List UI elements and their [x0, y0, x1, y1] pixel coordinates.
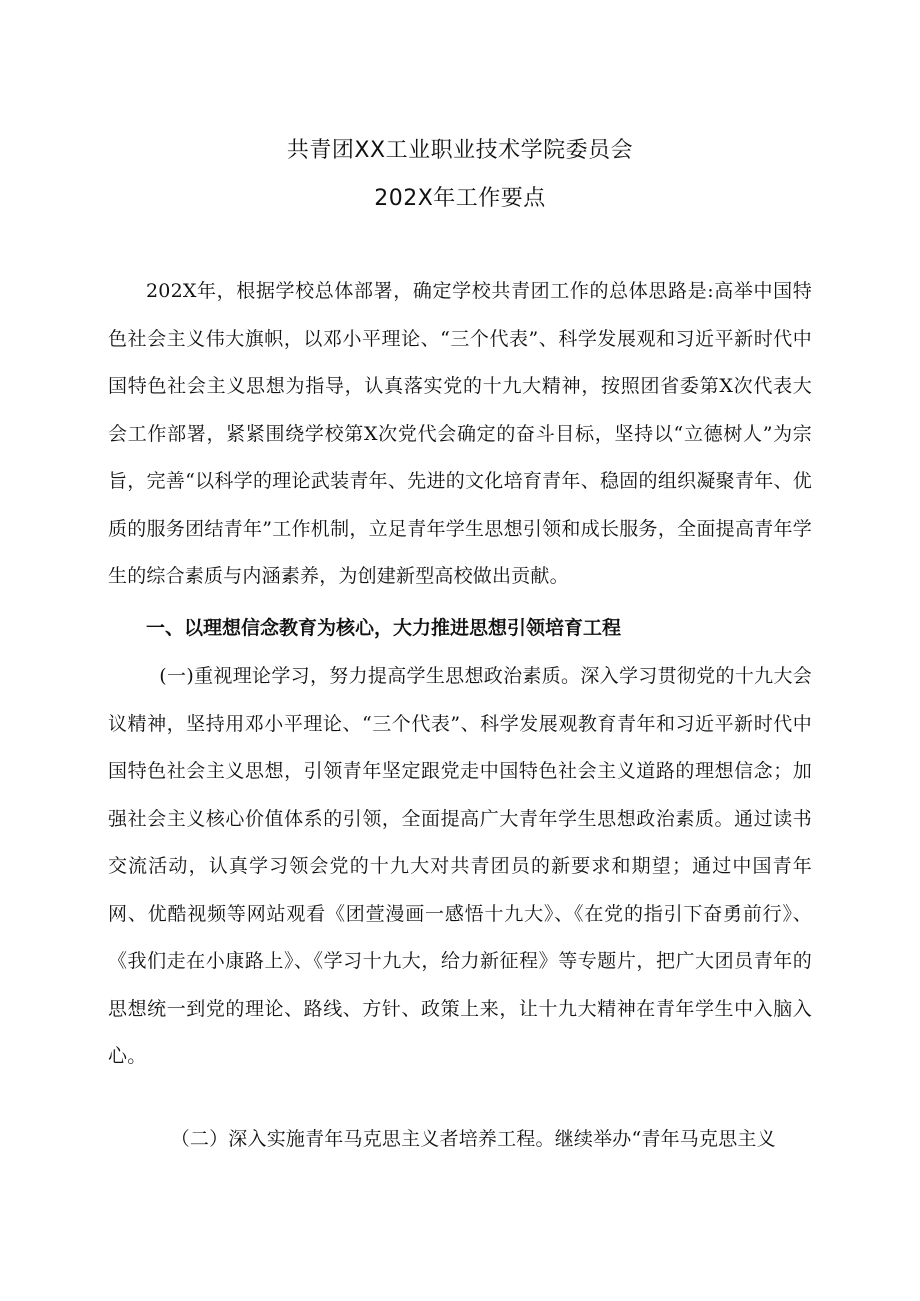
section1-heading: 一、以理想信念教育为核心，大力推进思想引领培育工程	[146, 617, 622, 639]
section1-item1-paragraph: (一)重视理论学习，努力提高学生思想政治素质。深入学习贯彻党的十九大会议精神，坚持用邓小平理论、“三个代表”、科学发展观教育青年和习近平新时代中国特色社会主义思想，引领青年坚定跟党走中国特色社会主义道路的理想信念；加强社会主义核心价值体系的引领，全面提高广大青年学生思想政治素质。通过读书交流活动，认真学习领会党的十九大对共青团员的新要求和期望；通过中国青年网、优酷视频等网站观看《团萱漫画一感悟十九大》、《在党的指引下奋勇前行》、《我们走在小康路上》、《学习十九大，给力新征程》等专题片，把广大团员青年的思想统一到党的理论、路线、方针、政策上来，让十九大精神在青年学生中入脑入心。	[108, 665, 812, 1067]
document-title-line1: 共青团XX工业职业技术学院委员会	[286, 138, 634, 163]
intro-paragraph: 202X年，根据学校总体部署，确定学校共青团工作的总体思路是:高举中国特色社会主义伟大旗帜，以邓小平理论、“三个代表”、科学发展观和习近平新时代中国特色社会主义思想为指导，认真落实党的十九大精神，按照团省委第X次代表大会工作部署，紧紧围绕学校第X次党代会确定的奋斗目标，坚持以“立德树人”为宗旨，完善“以科学的理论武装青年、先进的文化培育青年、稳固的组织凝聚青年、优质的服务团结青年”工作机制，立足青年学生思想引领和成长服务，全面提高青年学生的综合素质与内涵素养，为创建新型高校做出贡献。	[108, 280, 812, 587]
section1-item2-paragraph: （二）深入实施青年马克思主义者培养工程。继续举办“青年马克思主义	[170, 1128, 776, 1150]
document-title-line2: 202X年工作要点	[374, 186, 546, 211]
